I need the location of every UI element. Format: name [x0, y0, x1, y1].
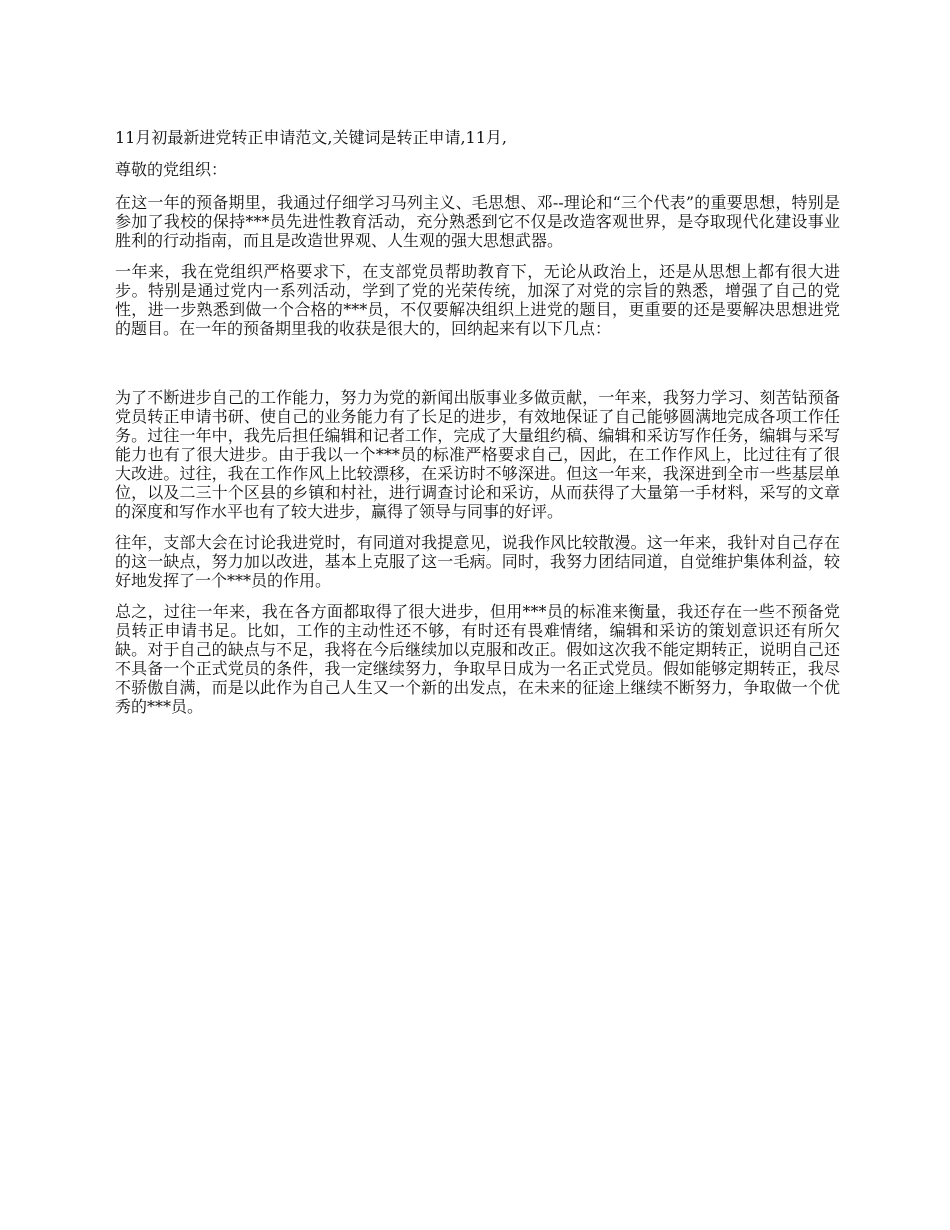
paragraph-work-ability: 为了不断进步自己的工作能力，努力为党的新闻出版事业多做贡献，一年来，我努力学习、刻苦钻预备党员转正申请书研、使自己的业务能力有了长足的进步，有效地保证了自己能够圆满地完成各项工作任务。过往一年中，我先后担任编辑和记者工作，完成了大量组约稿、编辑和采访写作任务，编辑与采写能力也有了很大进步。由于我以一个***员的标准严格要求自己，因此，在工作作风上，比过往有了很大改进。过往，我在工作作风上比较漂移，在采访时不够深进。但这一年来，我深进到全市一些基层单位，以及二三十个区县的乡镇和村社，进行调查讨论和采访，从而获得了大量第一手材料，采写的文章的深度和写作水平也有了较大进步，赢得了领导与同事的好评。: [115, 388, 840, 521]
document-title-line: 11月初最新进党转正申请范文,关键词是转正申请,11月,: [115, 128, 507, 147]
paragraph-study: 在这一年的预备期里，我通过仔细学习马列主义、毛思想、邓--理论和“三个代表”的重要思想，特别是参加了我校的保持***员先进性教育活动，充分熟悉到它不仅是改造客观世界，是夺取现代化建设事业胜利的行动指南，而且是改造世界观、人生观的强大思想武器。: [115, 193, 840, 250]
paragraph-conclusion: 总之，过往一年来，我在各方面都取得了很大进步，但用***员的标准来衡量，我还存在一些不预备党员转正申请书足。比如，工作的主动性还不够，有时还有畏难情绪，编辑和采访的策划意识还有所欠缺。对于自己的缺点与不足，我将在今后继续加以克服和改正。假如这次我不能定期转正，说明自己还不具备一个正式党员的条件，我一定继续努力，争取早日成为一名正式党员。假如能够定期转正，我尽不骄傲自满，而是以此作为自己人生又一个新的出发点，在未来的征途上继续不断努力，争取做一个优秀的***员。: [115, 602, 840, 716]
salutation: 尊敬的党组织：: [115, 160, 228, 179]
paragraph-work-style: 往年，支部大会在讨论我进党时，有同道对我提意见，说我作风比较散漫。这一年来，我针对自己存在的这一缺点，努力加以改进，基本上克服了这一毛病。同时，我努力团结同道，自觉维护集体利益，较好地发挥了一个***员的作用。: [115, 533, 840, 590]
document-body: [115, 128, 840, 728]
paragraph-progress: 一年来，我在党组织严格要求下，在支部党员帮助教育下，无论从政治上，还是从思想上都有很大进步。特别是通过党内一系列活动，学到了党的光荣传统，加深了对党的宗旨的熟悉，增强了自己的党性，进一步熟悉到做一个合格的***员，不仅要解决组织上进党的题目，更重要的还是要解决思想进党的题目。在一年的预备期里我的收获是很大的，回纳起来有以下几点：: [115, 262, 840, 338]
